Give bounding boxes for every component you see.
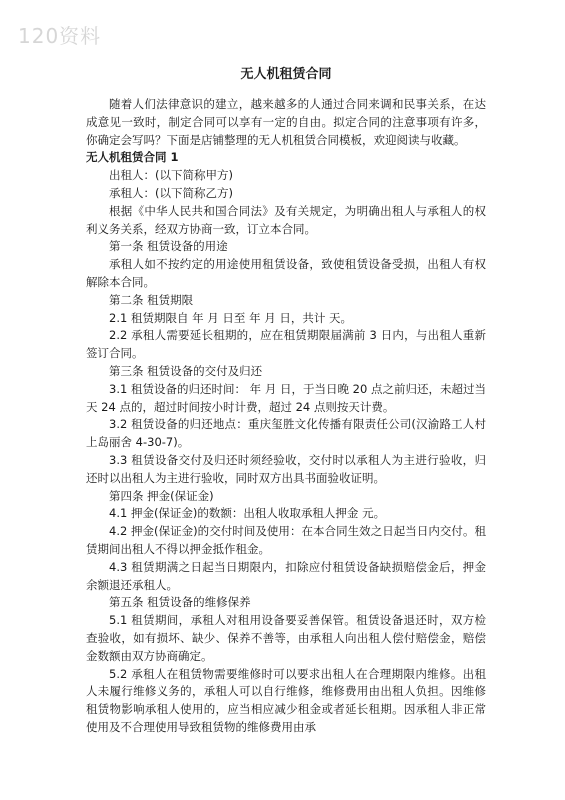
document-title: 无人机租赁合同 (240, 67, 332, 82)
clause-5-1: 5.1 租赁期间，承租人对租用设备要妥善保管。租赁设备退还时，双方检查验收，如有损坏、缺少、保养不善等，由承租人向出租人偿付赔偿金，赔偿金数额由双方协商确定。 (86, 613, 486, 663)
contract-heading: 无人机租赁合同 1 (86, 150, 179, 165)
lessee-line: 承租人：(以下简称乙方) (109, 185, 233, 200)
article-2-title: 第二条 租赁期限 (109, 292, 194, 307)
article-4-title: 第四条 押金(保证金) (109, 488, 214, 503)
article-1-title: 第一条 租赁设备的用途 (109, 239, 228, 254)
intro-paragraph: 随着人们法律意识的建立，越来越多的人通过合同来调和民事关系，在达成意见一致时，制定合同可以享有一定的自由。拟定合同的注意事项有许多，你确定会写吗？下面是店铺整理的无人机租赁合同模板，欢迎阅读与收藏。 (86, 97, 486, 147)
clause-3-1: 3.1 租赁设备的归还时间： 年 月 日，于当日晚 20 点之前归还，未超过当天 24 点的，超过时间按小时计费，超过 24 点则按天计费。 (86, 381, 486, 414)
clause-3-2: 3.2 租赁设备的归还地点：重庆玺胜文化传播有限责任公司(汉渝路工人村上岛丽舍 4-30-7)。 (86, 417, 486, 450)
document-body (86, 64, 486, 737)
clause-4-2: 4.2 押金(保证金)的交付时间及使用：在本合同生效之日起当日内交付。租赁期间出租人不得以押金抵作租金。 (86, 524, 486, 556)
clause-4-1: 4.1 押金(保证金)的数额：出租人收取承租人押金 元。 (109, 506, 386, 521)
clause-3-3: 3.3 租赁设备交付及归还时须经验收，交付时以承租人为主进行验收，归还时以出租人为主进行验收，同时双方出具书面验收证明。 (86, 452, 486, 485)
clause-2-1: 2.1 租赁期限自 年 月 日至 年 月 日，共计 天。 (109, 310, 353, 325)
clause-2-2: 2.2 承租人需要延长租期的，应在租赁期限届满前 3 日内，与出租人重新签订合同。 (86, 328, 486, 361)
clause-5-2: 5.2 承租人在租赁物需要维修时可以要求出租人在合理期限内维修。出租人未履行维修义务的，承租人可以自行维修，维修费用由出租人负担。因维修租赁物影响承租人使用的，应当相应减少租金或者延长租期。因承租人非正常使用及不合理使用导致租赁物的维修费用由承 (86, 666, 486, 734)
lessor-line: 出租人：(以下简称甲方) (109, 168, 233, 183)
watermark: 120资料 (18, 24, 102, 48)
article-3-title: 第三条 租赁设备的交付及归还 (109, 363, 263, 378)
article-1-clause: 承租人如不按约定的用途使用租赁设备，致使租赁设备受损，出租人有权解除本合同。 (86, 257, 486, 289)
basis-paragraph: 根据《中华人民共和国合同法》及有关规定，为明确出租人与承租人的权利义务关系，经双方协商一致，订立本合同。 (86, 203, 486, 236)
article-5-title: 第五条 租赁设备的维修保养 (109, 595, 251, 610)
clause-4-3: 4.3 租赁期满之日起当日期限内，扣除应付租赁设备缺损赔偿金后，押金余额退还承租人。 (86, 559, 486, 592)
